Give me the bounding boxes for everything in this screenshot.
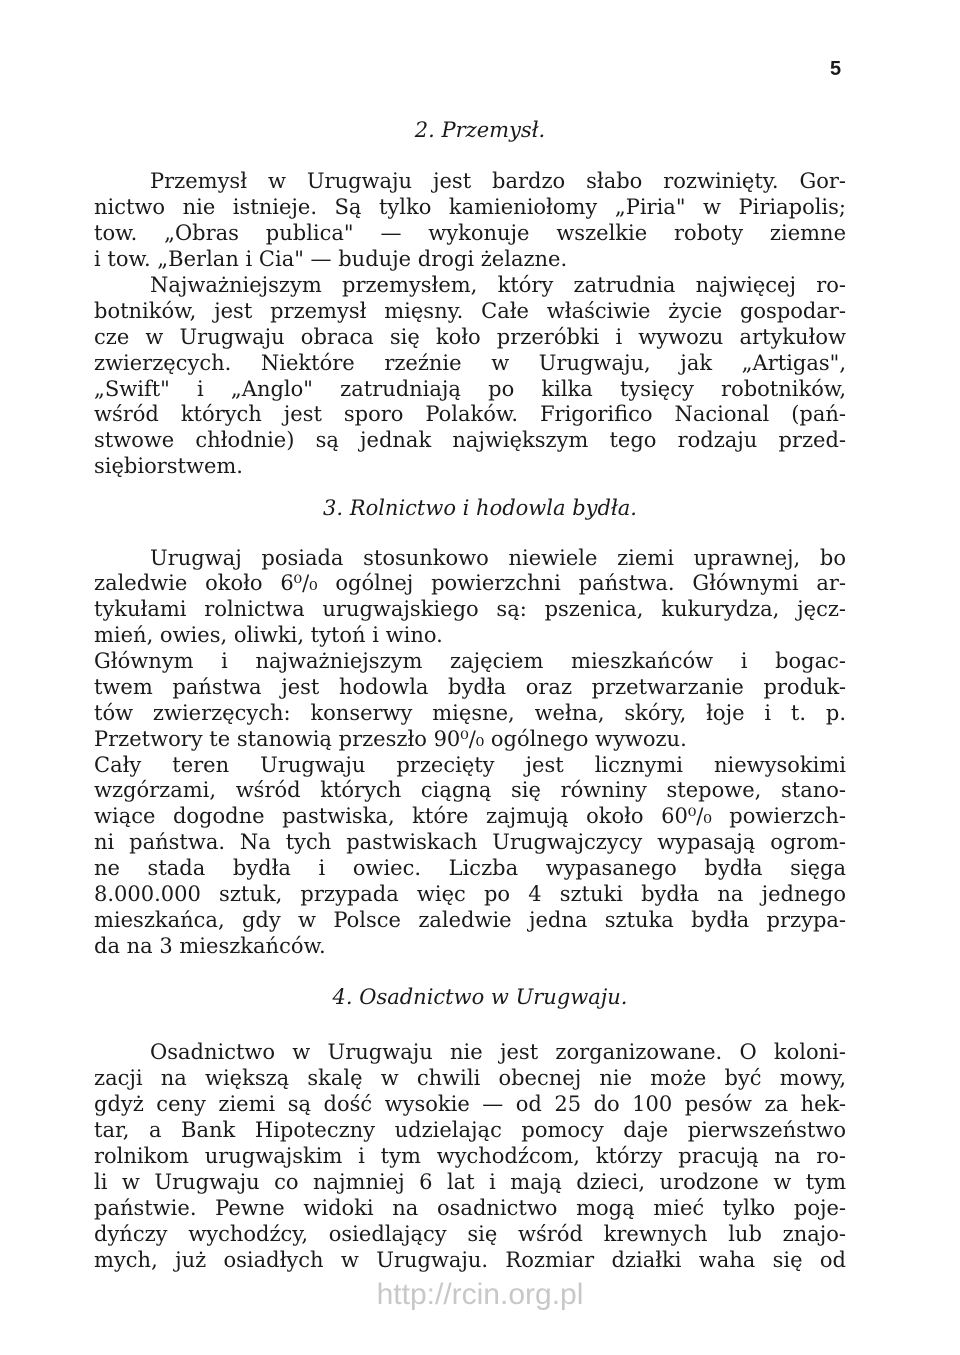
text-line: gdyż ceny ziemi są dość wysokie — od 25 do 100 pesów za hek-: [94, 1092, 846, 1116]
text-line: botników, jest przemysł mięsny. Całe właściwie życie gospodar-: [94, 299, 846, 323]
text-line: rolnikom urugwajskim i tym wychodźcom, którzy pracują na ro-: [94, 1144, 846, 1168]
text-line: zaledwie około 6⁰/₀ ogólnej powierzchni państwa. Głównymi ar-: [94, 571, 846, 595]
text-line: tow. „Obras publica" — wykonuje wszelkie roboty ziemne: [94, 221, 846, 245]
text-line: li w Urugwaju co najmniej 6 lat i mają dzieci, urodzone w tym: [94, 1170, 846, 1194]
text-line: tar, a Bank Hipoteczny udzielając pomocy daje pierwszeństwo: [94, 1118, 846, 1142]
text-line: dyńczy wychodźcy, osiedlający się wśród krewnych lub znajo-: [94, 1222, 846, 1246]
text-line: mieszkańca, gdy w Polsce zaledwie jedna sztuka bydła przypa-: [94, 908, 846, 932]
text-line: mień, owies, oliwki, tytoń i wino.: [94, 623, 443, 647]
text-line: „Swift" i „Anglo" zatrudniają po kilka tysięcy robotników,: [94, 377, 846, 401]
text-line: wzgórzami, wśród których ciągną się równiny stepowe, stano-: [94, 778, 846, 802]
text-line: Najważniejszym przemysłem, który zatrudnia najwięcej ro-: [150, 273, 846, 297]
text-line: Przetwory te stanowią przeszło 90⁰/₀ ogólnego wywozu.: [94, 727, 687, 751]
text-line: Głównym i najważniejszym zajęciem mieszkańców i bogac-: [94, 649, 846, 673]
text-line: zacji na większą skalę w chwili obecnej nie może być mowy,: [94, 1066, 846, 1090]
section-heading-rolnictwo: 3. Rolnictwo i hodowla bydła.: [323, 496, 637, 520]
text-line: zwierzęcych. Niektóre rzeźnie w Urugwaju, jak „Artigas",: [94, 351, 846, 375]
text-line: tów zwierzęcych: konserwy mięsne, wełna, skóry, łoje i t. p.: [94, 701, 846, 725]
text-line: i tow. „Berlan i Cia" — buduje drogi żelazne.: [94, 247, 568, 271]
section-heading-przemysl: 2. Przemysł.: [414, 118, 546, 142]
text-line: siębiorstwem.: [94, 454, 243, 478]
text-line: ne stada bydła i owiec. Liczba wypasanego bydła sięga: [94, 856, 846, 880]
text-line: Przemysł w Urugwaju jest bardzo słabo rozwinięty. Gor-: [150, 169, 846, 193]
text-line: nictwo nie istnieje. Są tylko kamieniołomy „Piria" w Piriapolis;: [94, 195, 846, 219]
text-line: da na 3 mieszkańców.: [94, 934, 326, 958]
text-line: stwowe chłodnie) są jednak największym tego rodzaju przed-: [94, 428, 846, 452]
text-line: twem państwa jest hodowla bydła oraz przetwarzanie produk-: [94, 675, 846, 699]
text-line: mych, już osiadłych w Urugwaju. Rozmiar działki waha się od: [94, 1248, 846, 1272]
page-number: 5: [830, 58, 842, 80]
text-line: Osadnictwo w Urugwaju nie jest zorganizowane. O koloni-: [150, 1040, 846, 1064]
text-line: 8.000.000 sztuk, przypada więc po 4 sztuki bydła na jednego: [94, 882, 846, 906]
text-line: cze w Urugwaju obraca się koło przeróbki i wywozu artykułow: [94, 325, 846, 349]
text-line: wśród których jest sporo Polaków. Frigorifico Nacional (pań-: [94, 402, 846, 426]
text-line: ni państwa. Na tych pastwiskach Urugwajczycy wypasają ogrom-: [94, 830, 846, 854]
text-line: tykułami rolnictwa urugwajskiego są: pszenica, kukurydza, jęcz-: [94, 597, 846, 621]
text-line: Urugwaj posiada stosunkowo niewiele ziemi uprawnej, bo: [150, 546, 846, 570]
watermark: http://rcin.org.pl: [376, 1278, 584, 1311]
text-line: wiące dogodne pastwiska, które zajmują około 60⁰/₀ powierzch-: [94, 804, 846, 828]
section-heading-osadnictwo: 4. Osadnictwo w Urugwaju.: [332, 985, 628, 1009]
text-line: Cały teren Urugwaju przecięty jest licznymi niewysokimi: [94, 753, 846, 777]
text-line: państwie. Pewne widoki na osadnictwo mogą mieć tylko poje-: [94, 1196, 846, 1220]
